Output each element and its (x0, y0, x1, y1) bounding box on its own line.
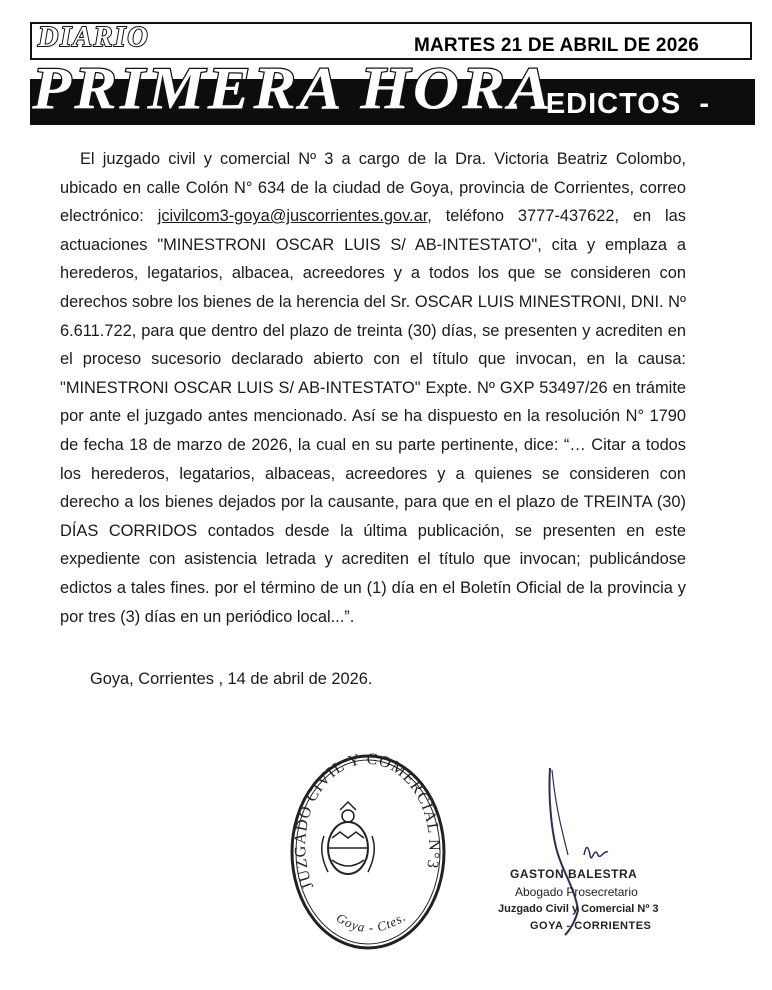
court-seal (288, 752, 448, 952)
edict-paragraph (60, 145, 686, 631)
edict-text-main: , teléfono 3777-437622, en las actuaciones "MINESTRONI OSCAR LUIS S/ AB-INTESTATO", cita y emplaza a herederos, legatarios, albacea, acreedores y a todos los que se consideren con derechos sobre los bienes de la herencia del Sr. OSCAR LUIS MINESTRONI, DNI. Nº 6.611.722, para que dentro del plazo de treinta (30) días, se presenten y acrediten en el proceso sucesorio declarado abierto con el título que invocan, en la causa: "MINESTRONI OSCAR LUIS S/ AB-INTESTATO" Expte. Nº GXP 53497/26 en trámite por ante el juzgado antes mencionado. Así se ha dispuesto en la resolución N° 1790 de fecha 18 de marzo de 2026, la cual en su parte pertinente, dice: “… Citar a todos los herederos, legatarios, albaceas, acreedores y a quienes se consideren con derecho a los bienes dejados por la causante, para que en el plazo de TREINTA (30) DÍAS CORRIDOS contados desde la última publicación, se presenten en este expediente con asistencia letrada y acrediten el título que invocan; publicándose edictos a tales fines. por el término de un (1) día en el Boletín Oficial de la provincia y por tres (3) días en un periódico local...”. (60, 207, 686, 626)
logo-diario: DIARIO (38, 22, 150, 53)
edict-body (60, 145, 686, 631)
court-seal-graphic (288, 752, 448, 952)
coat-of-arms-icon (322, 802, 375, 874)
issue-date: MARTES 21 DE ABRIL DE 2026 (413, 35, 699, 56)
edict-text-intro: El juzgado civil y comercial Nº 3 a cargo de la Dra. Victoria Beatriz Colombo, ubicado en calle Colón N° 634 de la ciudad de Goya, provincia de Corrientes, correo electrónico: (60, 150, 686, 226)
newspaper-header (30, 22, 755, 125)
logo-primera-hora: PRIMERA HORA (32, 54, 554, 122)
seal-arc-text: JUZGADO CIVIL Y COMERCIAL N°3 (292, 752, 443, 892)
seal-bottom-text: Goya - Ctes. (333, 908, 409, 936)
edict-signoff: Goya, Corrientes , 14 de abril de 2026. (90, 670, 373, 688)
signatory-title: Abogado Prosecretario (515, 885, 638, 899)
signatory-court: Juzgado Civil y Comercial Nº 3 (498, 903, 659, 915)
signature-block (490, 760, 690, 950)
section-title: - EDICTOS - (508, 88, 710, 120)
signatory-city: GOYA - CORRIENTES (530, 920, 652, 932)
court-email-link[interactable]: jcivilcom3-goya@juscorrientes.gov.ar (157, 207, 428, 226)
signatory-name: GASTON BALESTRA (510, 867, 638, 881)
